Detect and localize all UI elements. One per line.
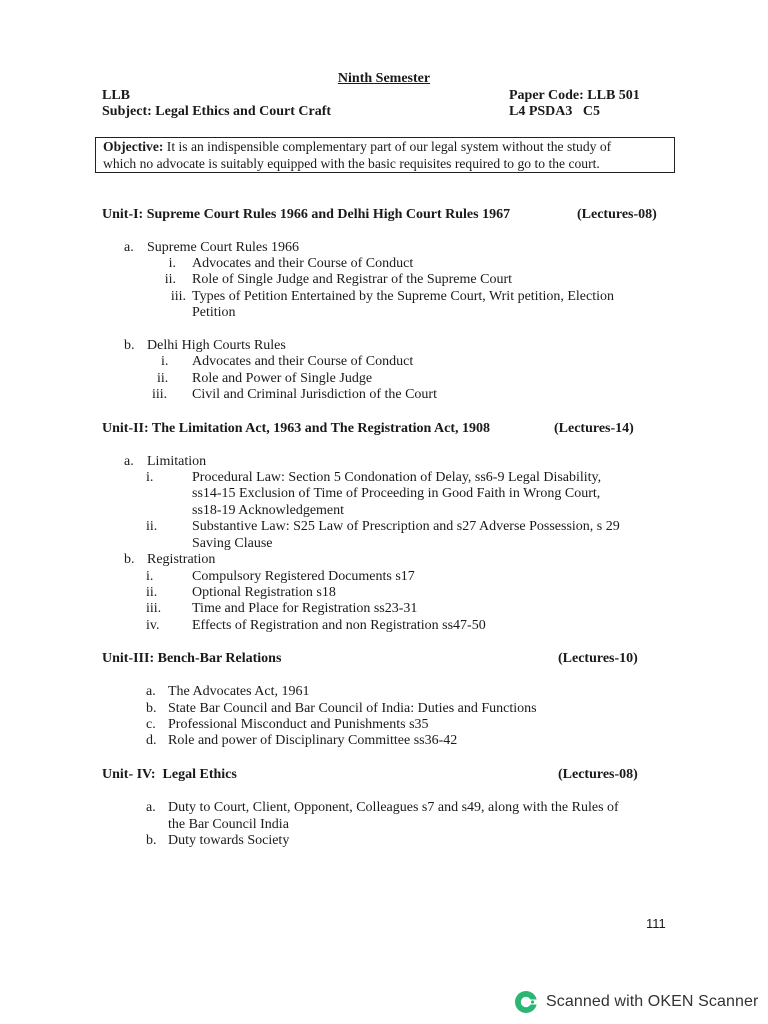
unit-1-section-a-label: Supreme Court Rules 1966 xyxy=(147,240,300,255)
list-marker: c. xyxy=(146,717,156,732)
list-marker: ii. xyxy=(157,371,169,386)
list-marker: ii. xyxy=(146,585,158,600)
unit-2-title: Unit-II: The Limitation Act, 1963 and The Registration Act, 1908 xyxy=(102,421,490,436)
list-marker: ii. xyxy=(146,519,158,534)
list-item-continuation: the Bar Council India xyxy=(168,817,289,832)
list-marker: ii. xyxy=(164,272,176,287)
list-item: Time and Place for Registration ss23-31 xyxy=(192,601,418,616)
program-name: LLB xyxy=(102,88,131,103)
list-marker: iii. xyxy=(146,601,162,616)
list-item: Role of Single Judge and Registrar of the Supreme Court xyxy=(192,272,512,287)
course-code-line: L4 PSDA3 C5 xyxy=(509,104,601,119)
list-marker: i. xyxy=(161,354,169,369)
unit-4-title: Unit- IV: Legal Ethics xyxy=(102,767,237,782)
list-marker: b. xyxy=(124,338,135,353)
list-marker: iv. xyxy=(146,618,160,633)
list-item: Advocates and their Course of Conduct xyxy=(192,354,414,369)
scanner-watermark xyxy=(514,990,758,1014)
list-marker: i. xyxy=(146,470,154,485)
semester-heading: Ninth Semester xyxy=(337,71,431,86)
list-marker: iii. xyxy=(152,387,168,402)
list-marker: d. xyxy=(146,733,157,748)
list-item-continuation: Saving Clause xyxy=(192,536,273,551)
unit-1-section-b-label: Delhi High Courts Rules xyxy=(147,338,286,353)
list-item: Role and power of Disciplinary Committee ss36-42 xyxy=(168,733,458,748)
unit-2-section-b-label: Registration xyxy=(147,552,216,567)
list-marker: a. xyxy=(124,240,134,255)
list-marker: i. xyxy=(146,569,154,584)
list-item: Procedural Law: Section 5 Condonation of Delay, ss6-9 Legal Disability, xyxy=(192,470,602,485)
list-item: Role and Power of Single Judge xyxy=(192,371,373,386)
unit-3-lectures: (Lectures-10) xyxy=(558,651,638,666)
list-item: Effects of Registration and non Registration ss47-50 xyxy=(192,618,486,633)
list-marker: i. xyxy=(168,256,176,271)
objective-box xyxy=(95,137,675,173)
unit-1-title: Unit-I: Supreme Court Rules 1966 and Delhi High Court Rules 1967 xyxy=(102,207,511,222)
list-item: Optional Registration s18 xyxy=(192,585,336,600)
objective-text-line-2: which no advocate is suitably equipped with the basic requisites required to go to the court. xyxy=(103,155,600,171)
unit-4-lectures: (Lectures-08) xyxy=(558,767,638,782)
list-marker: b. xyxy=(146,701,157,716)
oken-scanner-logo-icon xyxy=(514,990,538,1014)
list-marker: b. xyxy=(124,552,135,567)
unit-2-lectures: (Lectures-14) xyxy=(554,421,634,436)
list-marker: a. xyxy=(146,684,156,699)
list-item: Advocates and their Course of Conduct xyxy=(192,256,414,271)
objective-label: Objective: xyxy=(103,139,164,154)
list-item-continuation: ss14-15 Exclusion of Time of Proceeding in Good Faith in Wrong Court, xyxy=(192,486,601,501)
paper-code: Paper Code: LLB 501 xyxy=(509,88,640,103)
list-item: Compulsory Registered Documents s17 xyxy=(192,569,415,584)
objective-text-line-1: It is an indispensible complementary part of our legal system without the study of xyxy=(163,139,612,154)
page-number: 111 xyxy=(646,916,666,931)
list-item: State Bar Council and Bar Council of India: Duties and Functions xyxy=(168,701,537,716)
list-item: Types of Petition Entertained by the Supreme Court, Writ petition, Election xyxy=(192,289,615,304)
list-marker: a. xyxy=(146,800,156,815)
list-item: Professional Misconduct and Punishments s35 xyxy=(168,717,429,732)
subject-title: Subject: Legal Ethics and Court Craft xyxy=(102,104,332,119)
list-item: Duty to Court, Client, Opponent, Colleagues s7 and s49, along with the Rules of xyxy=(168,800,619,815)
list-marker: b. xyxy=(146,833,157,848)
scanner-text: Scanned with OKEN Scanner xyxy=(546,992,759,1010)
unit-3-title: Unit-III: Bench-Bar Relations xyxy=(102,651,282,666)
list-marker: a. xyxy=(124,454,134,469)
list-item: Duty towards Society xyxy=(168,833,290,848)
list-item-continuation: ss18-19 Acknowledgement xyxy=(192,503,345,518)
list-item: Substantive Law: S25 Law of Prescription and s27 Adverse Possession, s 29 xyxy=(192,519,620,534)
list-marker: iii. xyxy=(170,289,186,304)
list-item: The Advocates Act, 1961 xyxy=(168,684,310,699)
list-item-continuation: Petition xyxy=(192,305,236,320)
list-item: Civil and Criminal Jurisdiction of the Court xyxy=(192,387,437,402)
unit-2-section-a-label: Limitation xyxy=(147,454,207,469)
unit-1-lectures: (Lectures-08) xyxy=(577,207,657,222)
